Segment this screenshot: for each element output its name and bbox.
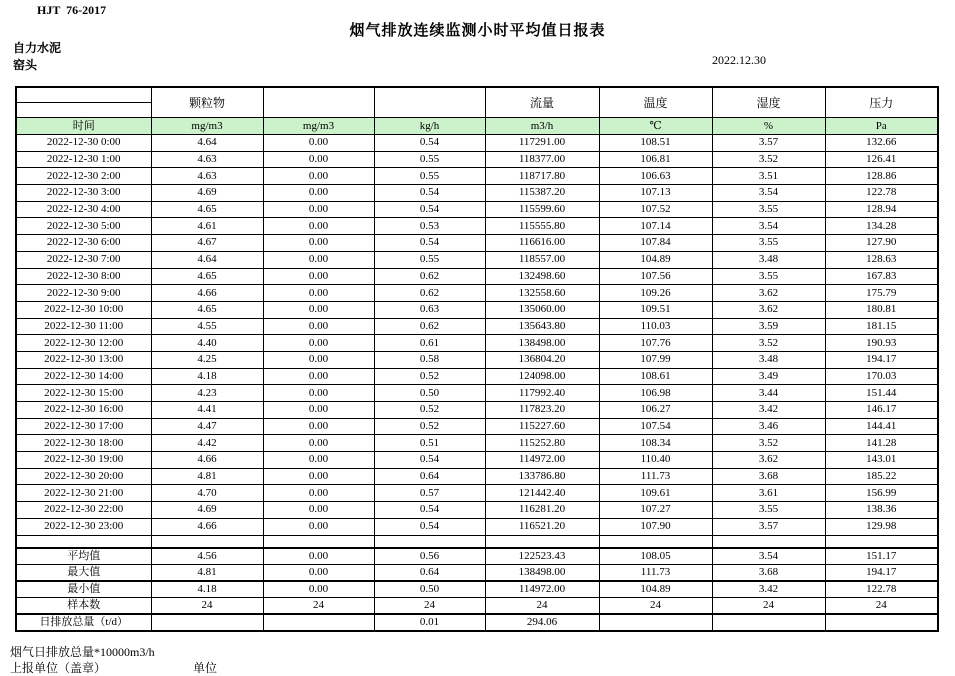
value-cell: 4.81 — [151, 564, 263, 581]
value-cell: 3.55 — [712, 502, 825, 519]
value-cell: 24 — [374, 597, 485, 614]
value-cell: 4.69 — [151, 502, 263, 519]
value-cell: 115555.80 — [485, 218, 599, 235]
header-time-empty-bottom — [16, 103, 151, 118]
time-cell: 2022-12-30 5:00 — [16, 218, 151, 235]
value-cell: 0.01 — [374, 614, 485, 631]
value-cell: 4.18 — [151, 581, 263, 598]
value-cell: 132.66 — [825, 135, 938, 152]
value-cell: 0.61 — [374, 335, 485, 352]
header-temperature: 温度 — [599, 87, 712, 118]
value-cell: 107.99 — [599, 351, 712, 368]
value-cell: 3.57 — [712, 135, 825, 152]
value-cell: 0.54 — [374, 235, 485, 252]
unit-cell: Pa — [825, 118, 938, 135]
value-cell: 4.47 — [151, 418, 263, 435]
value-cell: 109.61 — [599, 485, 712, 502]
time-cell: 2022-12-30 3:00 — [16, 185, 151, 202]
value-cell: 108.34 — [599, 435, 712, 452]
value-cell: 0.55 — [374, 151, 485, 168]
time-cell: 2022-12-30 11:00 — [16, 318, 151, 335]
value-cell: 180.81 — [825, 301, 938, 318]
value-cell: 115252.80 — [485, 435, 599, 452]
value-cell: 107.84 — [599, 235, 712, 252]
value-cell: 194.17 — [825, 564, 938, 581]
value-cell: 3.48 — [712, 351, 825, 368]
value-cell — [825, 535, 938, 548]
value-cell: 0.50 — [374, 385, 485, 402]
value-cell: 190.93 — [825, 335, 938, 352]
value-cell — [485, 535, 599, 548]
value-cell: 3.55 — [712, 201, 825, 218]
time-cell: 2022-12-30 10:00 — [16, 301, 151, 318]
value-cell: 4.42 — [151, 435, 263, 452]
value-cell: 181.15 — [825, 318, 938, 335]
unit-cell: mg/m3 — [151, 118, 263, 135]
value-cell: 108.51 — [599, 135, 712, 152]
hourly-data-row — [16, 518, 938, 535]
value-cell: 110.03 — [599, 318, 712, 335]
value-cell: 3.48 — [712, 251, 825, 268]
value-cell: 0.56 — [374, 548, 485, 565]
company-name: 自力水泥 — [13, 41, 62, 55]
value-cell: 4.63 — [151, 151, 263, 168]
value-cell: 4.41 — [151, 402, 263, 419]
hourly-data-row — [16, 168, 938, 185]
value-cell: 151.44 — [825, 385, 938, 402]
time-cell: 2022-12-30 7:00 — [16, 251, 151, 268]
value-cell: 0.00 — [263, 418, 374, 435]
value-cell: 4.66 — [151, 518, 263, 535]
hourly-data-row — [16, 502, 938, 519]
time-cell: 2022-12-30 13:00 — [16, 351, 151, 368]
value-cell: 3.62 — [712, 285, 825, 302]
value-cell — [151, 614, 263, 631]
value-cell: 24 — [825, 597, 938, 614]
value-cell: 141.28 — [825, 435, 938, 452]
value-cell: 128.86 — [825, 168, 938, 185]
time-cell: 2022-12-30 17:00 — [16, 418, 151, 435]
value-cell: 3.51 — [712, 168, 825, 185]
header-particulate: 颗粒物 — [151, 87, 263, 118]
header-humidity: 湿度 — [712, 87, 825, 118]
value-cell: 4.18 — [151, 368, 263, 385]
value-cell: 0.00 — [263, 318, 374, 335]
value-cell: 4.66 — [151, 452, 263, 469]
hourly-data-row — [16, 185, 938, 202]
value-cell: 3.42 — [712, 402, 825, 419]
value-cell: 156.99 — [825, 485, 938, 502]
value-cell: 0.00 — [263, 335, 374, 352]
hourly-data-row — [16, 268, 938, 285]
value-cell — [151, 535, 263, 548]
value-cell: 134.28 — [825, 218, 938, 235]
value-cell: 108.05 — [599, 548, 712, 565]
row-label-cell: 平均值 — [16, 548, 151, 565]
value-cell: 124098.00 — [485, 368, 599, 385]
value-cell: 0.00 — [263, 185, 374, 202]
row-label-cell: 最小值 — [16, 581, 151, 598]
value-cell: 3.46 — [712, 418, 825, 435]
value-cell: 0.00 — [263, 268, 374, 285]
value-cell: 3.55 — [712, 235, 825, 252]
unit-cell: % — [712, 118, 825, 135]
value-cell: 0.00 — [263, 385, 374, 402]
value-cell: 24 — [485, 597, 599, 614]
unit-cell: kg/h — [374, 118, 485, 135]
time-cell: 2022-12-30 14:00 — [16, 368, 151, 385]
value-cell: 3.52 — [712, 335, 825, 352]
value-cell: 0.00 — [263, 285, 374, 302]
value-cell: 146.17 — [825, 402, 938, 419]
value-cell: 135643.80 — [485, 318, 599, 335]
value-cell: 194.17 — [825, 351, 938, 368]
value-cell — [263, 614, 374, 631]
value-cell: 109.26 — [599, 285, 712, 302]
value-cell: 116521.20 — [485, 518, 599, 535]
value-cell: 4.66 — [151, 285, 263, 302]
value-cell: 106.81 — [599, 151, 712, 168]
value-cell: 144.41 — [825, 418, 938, 435]
hourly-data-row — [16, 235, 938, 252]
summary-row — [16, 581, 938, 598]
value-cell: 24 — [263, 597, 374, 614]
value-cell: 133786.80 — [485, 468, 599, 485]
value-cell: 107.54 — [599, 418, 712, 435]
value-cell: 0.00 — [263, 201, 374, 218]
value-cell: 108.61 — [599, 368, 712, 385]
value-cell: 3.61 — [712, 485, 825, 502]
value-cell: 118377.00 — [485, 151, 599, 168]
value-cell: 107.56 — [599, 268, 712, 285]
value-cell: 4.63 — [151, 168, 263, 185]
value-cell: 24 — [599, 597, 712, 614]
header-blank-1 — [263, 87, 374, 118]
value-cell: 0.51 — [374, 435, 485, 452]
value-cell: 0.58 — [374, 351, 485, 368]
row-label-cell — [16, 535, 151, 548]
value-cell: 122.78 — [825, 581, 938, 598]
value-cell: 3.54 — [712, 185, 825, 202]
value-cell: 151.17 — [825, 548, 938, 565]
report-table — [15, 86, 939, 632]
value-cell: 24 — [151, 597, 263, 614]
value-cell: 175.79 — [825, 285, 938, 302]
value-cell: 104.89 — [599, 581, 712, 598]
value-cell: 0.54 — [374, 185, 485, 202]
time-cell: 2022-12-30 16:00 — [16, 402, 151, 419]
value-cell: 0.00 — [263, 301, 374, 318]
value-cell: 111.73 — [599, 564, 712, 581]
value-cell — [263, 535, 374, 548]
time-cell: 2022-12-30 4:00 — [16, 201, 151, 218]
value-cell: 0.55 — [374, 251, 485, 268]
value-cell: 0.00 — [263, 218, 374, 235]
value-cell: 0.63 — [374, 301, 485, 318]
value-cell: 0.64 — [374, 468, 485, 485]
value-cell: 0.00 — [263, 368, 374, 385]
value-cell: 0.00 — [263, 564, 374, 581]
value-cell: 3.49 — [712, 368, 825, 385]
hourly-data-row — [16, 435, 938, 452]
value-cell — [712, 614, 825, 631]
value-cell: 0.55 — [374, 168, 485, 185]
time-cell: 2022-12-30 12:00 — [16, 335, 151, 352]
page-title: 烟气排放连续监测小时平均值日报表 — [349, 23, 606, 39]
time-cell: 2022-12-30 21:00 — [16, 485, 151, 502]
hourly-data-row — [16, 218, 938, 235]
value-cell: 0.00 — [263, 581, 374, 598]
hourly-data-row — [16, 301, 938, 318]
time-cell: 2022-12-30 6:00 — [16, 235, 151, 252]
value-cell: 117992.40 — [485, 385, 599, 402]
time-header-cell: 时间 — [16, 118, 151, 135]
hourly-data-row — [16, 135, 938, 152]
time-cell: 2022-12-30 0:00 — [16, 135, 151, 152]
value-cell: 3.57 — [712, 518, 825, 535]
value-cell: 0.00 — [263, 251, 374, 268]
unit-cell: mg/m3 — [263, 118, 374, 135]
time-cell: 2022-12-30 15:00 — [16, 385, 151, 402]
value-cell: 4.65 — [151, 268, 263, 285]
value-cell: 4.70 — [151, 485, 263, 502]
value-cell: 4.69 — [151, 185, 263, 202]
value-cell: 0.00 — [263, 468, 374, 485]
value-cell: 122.78 — [825, 185, 938, 202]
value-cell: 3.54 — [712, 548, 825, 565]
value-cell: 0.00 — [263, 548, 374, 565]
header-pressure: 压力 — [825, 87, 938, 118]
time-cell: 2022-12-30 23:00 — [16, 518, 151, 535]
value-cell: 0.54 — [374, 201, 485, 218]
time-cell: 2022-12-30 22:00 — [16, 502, 151, 519]
value-cell: 3.52 — [712, 151, 825, 168]
value-cell: 135060.00 — [485, 301, 599, 318]
summary-row — [16, 548, 938, 565]
value-cell: 0.52 — [374, 402, 485, 419]
value-cell: 0.00 — [263, 502, 374, 519]
value-cell: 4.65 — [151, 201, 263, 218]
value-cell: 0.00 — [263, 168, 374, 185]
value-cell: 138498.00 — [485, 564, 599, 581]
value-cell: 4.55 — [151, 318, 263, 335]
value-cell: 4.67 — [151, 235, 263, 252]
hourly-data-row — [16, 468, 938, 485]
value-cell: 3.59 — [712, 318, 825, 335]
unit-cell: m3/h — [485, 118, 599, 135]
value-cell: 126.41 — [825, 151, 938, 168]
value-cell: 117823.20 — [485, 402, 599, 419]
hourly-data-row — [16, 368, 938, 385]
value-cell: 107.27 — [599, 502, 712, 519]
standard-code: HJT 76-2017 — [37, 3, 107, 17]
hourly-data-row — [16, 285, 938, 302]
value-cell: 0.64 — [374, 564, 485, 581]
value-cell: 0.53 — [374, 218, 485, 235]
time-cell: 2022-12-30 18:00 — [16, 435, 151, 452]
value-cell: 0.62 — [374, 285, 485, 302]
value-cell: 0.62 — [374, 318, 485, 335]
value-cell: 132558.60 — [485, 285, 599, 302]
value-cell: 121442.40 — [485, 485, 599, 502]
value-cell: 0.54 — [374, 518, 485, 535]
value-cell: 0.57 — [374, 485, 485, 502]
value-cell: 109.51 — [599, 301, 712, 318]
value-cell: 106.27 — [599, 402, 712, 419]
value-cell: 106.98 — [599, 385, 712, 402]
value-cell: 3.68 — [712, 468, 825, 485]
row-label-cell: 最大值 — [16, 564, 151, 581]
hourly-data-row — [16, 402, 938, 419]
value-cell: 0.00 — [263, 452, 374, 469]
value-cell: 185.22 — [825, 468, 938, 485]
header-flow: 流量 — [485, 87, 599, 118]
value-cell: 0.00 — [263, 235, 374, 252]
value-cell: 0.00 — [263, 485, 374, 502]
time-cell: 2022-12-30 2:00 — [16, 168, 151, 185]
spacer-row — [16, 535, 938, 548]
value-cell: 117291.00 — [485, 135, 599, 152]
value-cell: 116281.20 — [485, 502, 599, 519]
value-cell: 294.06 — [485, 614, 599, 631]
value-cell — [712, 535, 825, 548]
time-cell: 2022-12-30 8:00 — [16, 268, 151, 285]
hourly-data-row — [16, 351, 938, 368]
value-cell: 0.52 — [374, 368, 485, 385]
footer-stamp-label: 上报单位（盖章） — [10, 661, 107, 675]
value-cell: 0.00 — [263, 151, 374, 168]
report-date: 2022.12.30 — [712, 53, 766, 67]
summary-row — [16, 614, 938, 631]
hourly-data-row — [16, 452, 938, 469]
value-cell: 114972.00 — [485, 452, 599, 469]
value-cell: 129.98 — [825, 518, 938, 535]
value-cell: 110.40 — [599, 452, 712, 469]
hourly-data-row — [16, 251, 938, 268]
value-cell: 138498.00 — [485, 335, 599, 352]
value-cell: 3.42 — [712, 581, 825, 598]
value-cell: 4.56 — [151, 548, 263, 565]
value-cell: 4.40 — [151, 335, 263, 352]
value-cell: 128.63 — [825, 251, 938, 268]
hourly-data-row — [16, 385, 938, 402]
value-cell: 143.01 — [825, 452, 938, 469]
time-cell: 2022-12-30 9:00 — [16, 285, 151, 302]
header-time-empty-top — [16, 87, 151, 103]
value-cell: 107.90 — [599, 518, 712, 535]
value-cell: 0.54 — [374, 452, 485, 469]
value-cell: 3.52 — [712, 435, 825, 452]
value-cell: 107.76 — [599, 335, 712, 352]
value-cell: 114972.00 — [485, 581, 599, 598]
value-cell: 138.36 — [825, 502, 938, 519]
footer-note: 烟气日排放总量*10000m3/h — [10, 645, 155, 659]
value-cell: 116616.00 — [485, 235, 599, 252]
time-cell: 2022-12-30 19:00 — [16, 452, 151, 469]
hourly-data-row — [16, 318, 938, 335]
value-cell: 0.54 — [374, 135, 485, 152]
value-cell: 118557.00 — [485, 251, 599, 268]
time-cell: 2022-12-30 1:00 — [16, 151, 151, 168]
value-cell: 4.81 — [151, 468, 263, 485]
value-cell: 127.90 — [825, 235, 938, 252]
footer-unit-label: 单位 — [193, 661, 218, 675]
value-cell: 167.83 — [825, 268, 938, 285]
value-cell: 3.54 — [712, 218, 825, 235]
value-cell: 0.00 — [263, 351, 374, 368]
value-cell: 111.73 — [599, 468, 712, 485]
hourly-data-row — [16, 485, 938, 502]
value-cell: 0.00 — [263, 518, 374, 535]
value-cell: 4.23 — [151, 385, 263, 402]
hourly-data-row — [16, 335, 938, 352]
value-cell: 24 — [712, 597, 825, 614]
header-row-1 — [16, 87, 938, 103]
value-cell: 3.62 — [712, 301, 825, 318]
row-label-cell: 日排放总量（t/d） — [16, 614, 151, 631]
value-cell: 4.65 — [151, 301, 263, 318]
value-cell: 0.52 — [374, 418, 485, 435]
value-cell: 4.61 — [151, 218, 263, 235]
value-cell: 128.94 — [825, 201, 938, 218]
value-cell: 115227.60 — [485, 418, 599, 435]
value-cell — [825, 614, 938, 631]
value-cell — [599, 535, 712, 548]
value-cell: 0.50 — [374, 581, 485, 598]
value-cell: 107.52 — [599, 201, 712, 218]
value-cell: 4.25 — [151, 351, 263, 368]
value-cell: 104.89 — [599, 251, 712, 268]
value-cell — [599, 614, 712, 631]
row-label-cell: 样本数 — [16, 597, 151, 614]
value-cell: 115599.60 — [485, 201, 599, 218]
value-cell: 4.64 — [151, 135, 263, 152]
hourly-data-row — [16, 201, 938, 218]
monitoring-point-name: 窑头 — [13, 58, 38, 72]
time-cell: 2022-12-30 20:00 — [16, 468, 151, 485]
value-cell: 0.00 — [263, 435, 374, 452]
value-cell: 132498.60 — [485, 268, 599, 285]
value-cell: 4.64 — [151, 251, 263, 268]
hourly-data-row — [16, 418, 938, 435]
value-cell: 3.62 — [712, 452, 825, 469]
value-cell: 115387.20 — [485, 185, 599, 202]
value-cell: 122523.43 — [485, 548, 599, 565]
unit-cell: ℃ — [599, 118, 712, 135]
value-cell — [374, 535, 485, 548]
value-cell: 3.55 — [712, 268, 825, 285]
header-blank-2 — [374, 87, 485, 118]
summary-row — [16, 564, 938, 581]
summary-row — [16, 597, 938, 614]
value-cell: 118717.80 — [485, 168, 599, 185]
value-cell: 3.68 — [712, 564, 825, 581]
hourly-data-row — [16, 151, 938, 168]
value-cell: 0.00 — [263, 135, 374, 152]
value-cell: 106.63 — [599, 168, 712, 185]
value-cell: 0.00 — [263, 402, 374, 419]
value-cell: 136804.20 — [485, 351, 599, 368]
value-cell: 0.54 — [374, 502, 485, 519]
value-cell: 107.13 — [599, 185, 712, 202]
value-cell: 0.62 — [374, 268, 485, 285]
value-cell: 3.44 — [712, 385, 825, 402]
value-cell: 170.03 — [825, 368, 938, 385]
units-row — [16, 118, 938, 135]
value-cell: 107.14 — [599, 218, 712, 235]
